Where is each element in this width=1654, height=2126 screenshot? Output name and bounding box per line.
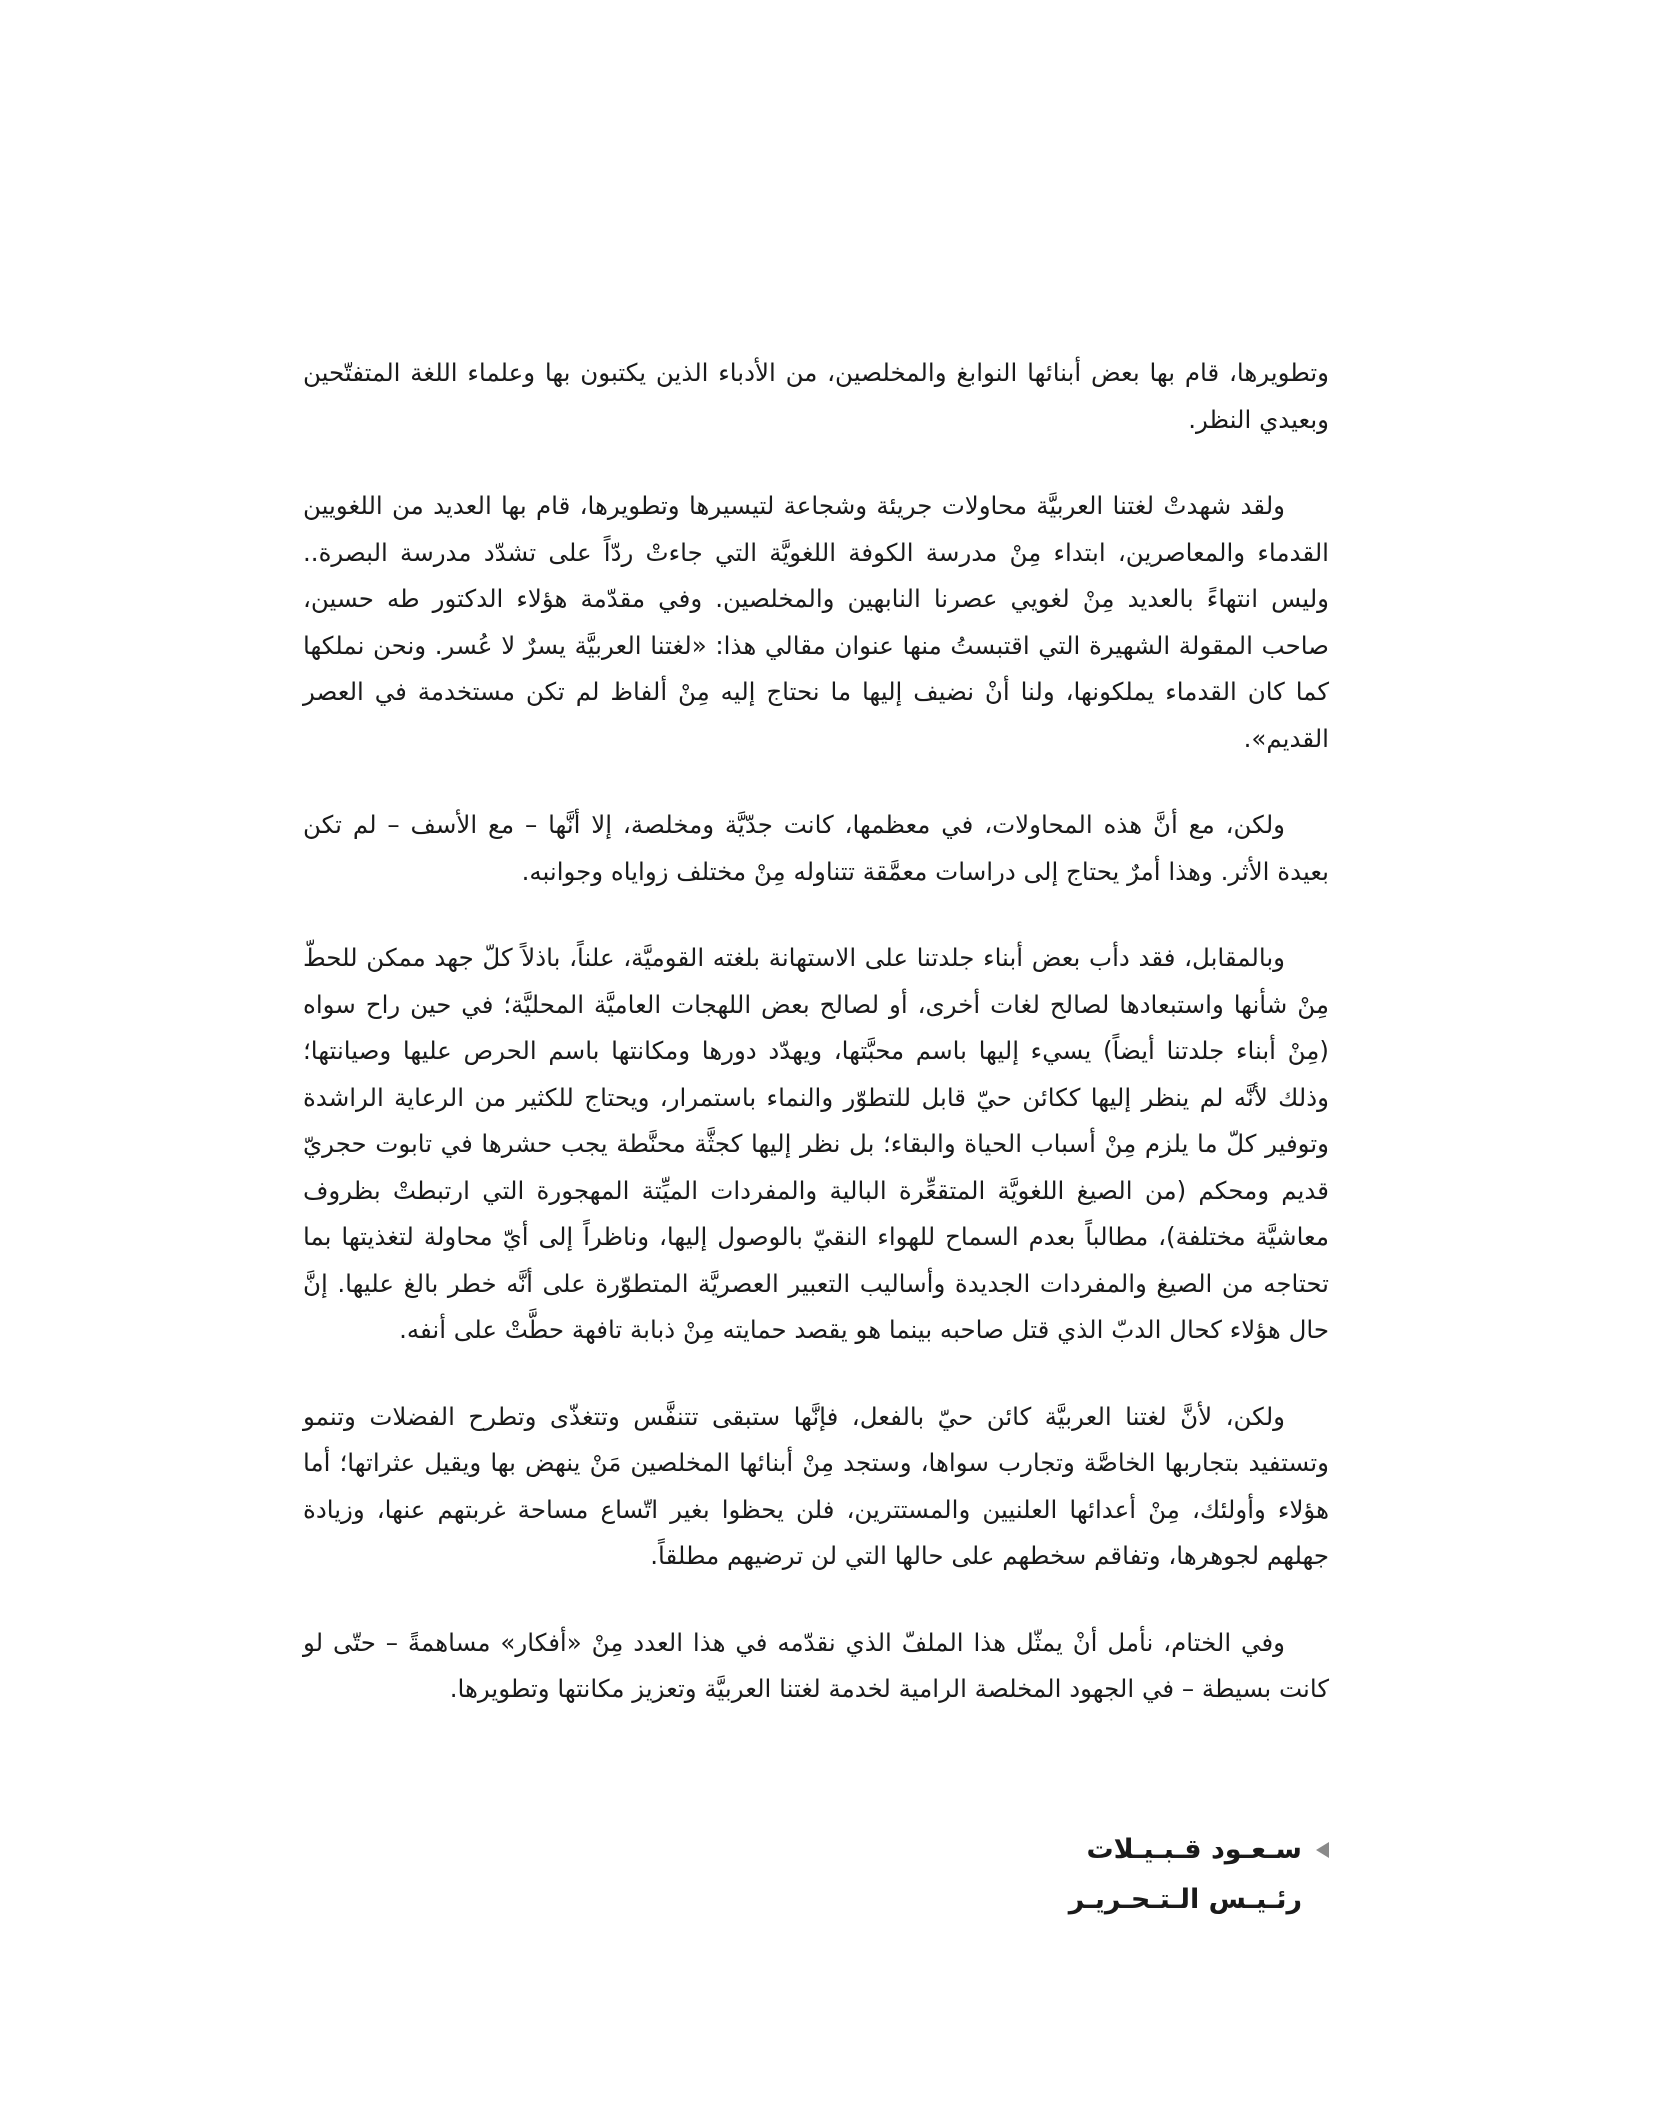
author-signature [303,1825,1329,1925]
article-paragraph-3: ولكن، مع أنَّ هذه المحاولات، في معظمها، كانت جدّيَّة ومخلصة، إلا أنَّها – مع الأسف – لم تكن بعيدة الأثر. وهذا أمرٌ يحتاج إلى دراسات معمَّقة تتناوله مِنْ مختلف زواياه وجوانبه. [303,810,1329,886]
signature-name-row [303,1825,1329,1875]
article-paragraph-5: ولكن، لأنَّ لغتنا العربيَّة كائن حيّ بالفعل، فإنَّها ستبقى تتنفَّس وتتغذّى وتطرح الفضلات وتنمو وتستفيد بتجاربها الخاصَّة وتجارب سواها، وستجد مِنْ أبنائها المخلصين مَنْ ينهض بها ويقيل عثراتها؛ أما هؤلاء وأولئك، مِنْ أعدائها العلنيين والمستترين، فلن يحظوا بغير اتّساع مساحة غربتهم عنها، وزيادة جهلهم لجوهرها، وتفاقم سخطهم على حالها التي لن ترضيهم مطلقاً. [303,1401,1329,1570]
author-title: رئـيـس الـتـحـريـر [1068,1884,1302,1915]
article-paragraph-6: وفي الختام، نأمل أنْ يمثّل هذا الملفّ الذي نقدّمه في هذا العدد مِنْ «أفكار» مساهمةً – حتّى لو كانت بسيطة – في الجهود المخلصة الرامية لخدمة لغتنا العربيَّة وتعزيز مكانتها وتطويرها. [303,1627,1329,1703]
author-name: سـعـود قـبـيـلات [1086,1834,1302,1865]
article-paragraph-2: ولقد شهدتْ لغتنا العربيَّة محاولات جريئة وشجاعة لتيسيرها وتطويرها، قام بها العديد من اللغويين القدماء والمعاصرين، ابتداء مِنْ مدرسة الكوفة اللغويَّة التي جاءتْ ردّاً على تشدّد مدرسة البصرة.. وليس انتهاءً بالعديد مِنْ لغويي عصرنا النابهين والمخلصين. وفي مقدّمة هؤلاء الدكتور طه حسين، صاحب المقولة الشهيرة التي اقتبستُ منها عنوان مقالي هذا: «لغتنا العربيَّة يسرٌ لا عُسر. ونحن نملكها كما كان القدماء يملكونها، ولنا أنْ نضيف إليها ما نحتاج إليه مِنْ ألفاظ لم تكن مستخدمة في العصر القديم». [303,491,1329,753]
article-paragraph-4: وبالمقابل، فقد دأب بعض أبناء جلدتنا على الاستهانة بلغته القوميَّة، علناً، باذلاً كلّ جهد ممكن للحطّ مِنْ شأنها واستبعادها لصالح لغات أخرى، أو لصالح بعض اللهجات العاميَّة المحليَّة؛ في حين راح سواه (مِنْ أبناء جلدتنا أيضاً) يسيء إليها باسم محبَّتها، ويهدّد دورها ومكانتها باسم الحرص عليها وصيانتها؛ وذلك لأنَّه لم ينظر إليها ككائن حيّ قابل للتطوّر والنماء باستمرار، ويحتاج للكثير من الرعاية الراشدة وتوفير كلّ ما يلزم مِنْ أسباب الحياة والبقاء؛ بل نظر إليها كجثَّة محنَّطة يجب حشرها في تابوت حجريّ قديم ومحكم (من الصيغ اللغويَّة المتقعِّرة البالية والمفردات الميِّتة المهجورة التي ارتبطتْ بظروف معاشيَّة مختلفة)، مطالباً بعدم السماح للهواء النقيّ بالوصول إليها، وناظراً إلى أيّ محاولة لتغذيتها بما تحتاجه من الصيغ والمفردات الجديدة وأساليب التعبير العصريَّة المتطوّرة على أنَّه خطر بالغ عليها. إنَّ حال هؤلاء كحال الدبّ الذي قتل صاحبه بينما هو يقصد حمايته مِنْ ذبابة تافهة حطَّتْ على أنفه. [303,943,1329,1344]
article-body [303,350,1329,1753]
signature-spacer [1302,1875,1329,1925]
triangle-left-icon [1316,1842,1329,1858]
signature-title-row [303,1875,1329,1925]
article-paragraph-1: وتطويرها، قام بها بعض أبنائها النوابغ والمخلصين، من الأدباء الذين يكتبون بها وعلماء اللغة المتفتّحين وبعيدي النظر. [303,358,1329,434]
